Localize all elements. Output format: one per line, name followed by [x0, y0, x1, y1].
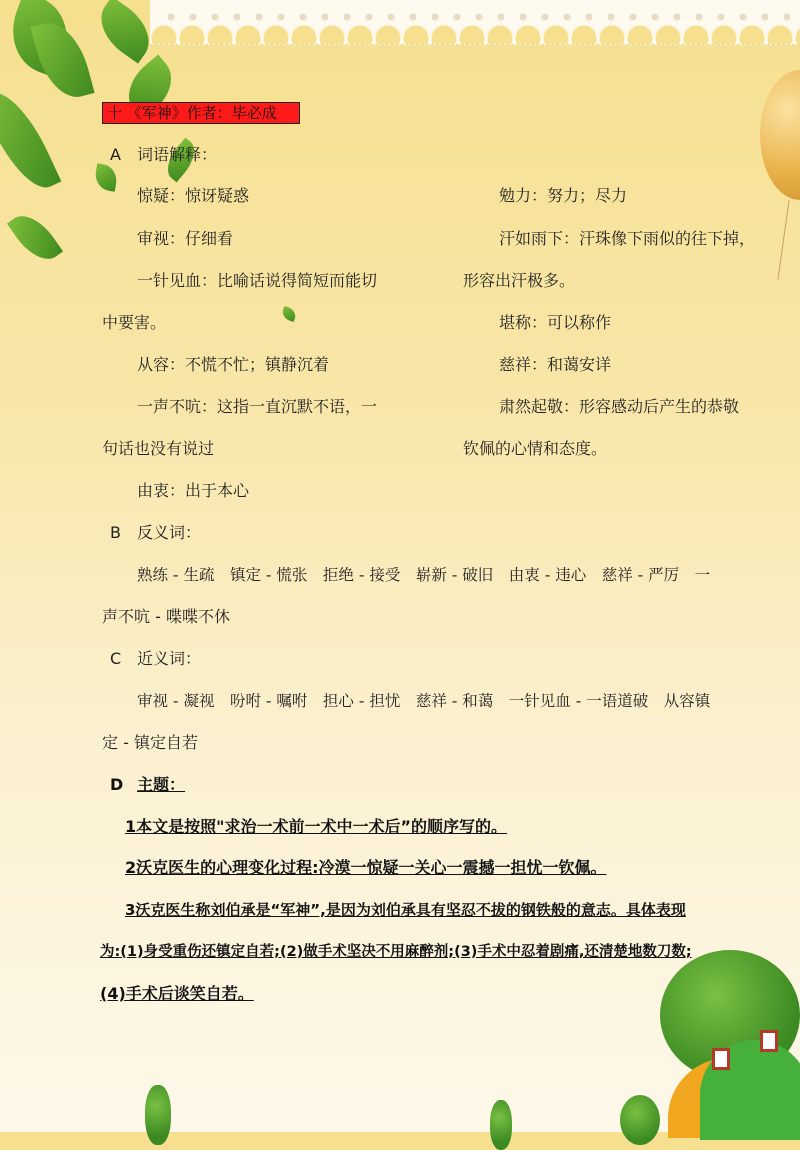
leaf-decoration [30, 16, 94, 105]
tree-decoration [145, 1085, 171, 1145]
leaf-decoration [0, 82, 61, 199]
theme-item-3-line-1: 3沃克医生称刘伯承是“军神”,是因为刘伯承具有坚忍不拔的钢铁般的意志。具体表现 [125, 901, 686, 919]
definition-right-6: 肃然起敬：形容感动后产生的恭敬 [499, 397, 740, 416]
section-b-marker: B [110, 523, 121, 542]
synonyms-line-1: 审视 - 凝视 吩咐 - 嘱咐 担心 - 担忧 慈祥 - 和蔼 一针见血 - 一语道破 从容镇 [137, 692, 711, 710]
definition-left-6: 一声不吭：这指一直沉默不语，一 [137, 397, 378, 416]
definition-left-1: 惊疑：惊讶疑惑 [137, 186, 250, 205]
balloon-string [777, 200, 789, 279]
leaf-decoration [280, 306, 297, 322]
leaf-decoration [93, 163, 119, 191]
window-decoration [760, 1030, 778, 1052]
tree-decoration [490, 1100, 512, 1150]
theme-item-1: 1本文是按照"求治一术前一术中一术后”的顺序写的。 [125, 817, 507, 836]
section-d-marker: D [110, 775, 124, 794]
lace-pattern [160, 10, 790, 24]
leaf-decoration [7, 206, 63, 268]
definition-left-2: 审视：仔细看 [137, 229, 234, 248]
definition-left-4: 中要害。 [102, 313, 167, 332]
balloon-decoration [760, 70, 800, 200]
synonyms-line-2: 定 - 镇定自若 [102, 733, 198, 752]
definition-right-3: 形容出汗极多。 [463, 271, 576, 290]
section-d-title: 主题： [137, 775, 186, 794]
theme-item-3-line-2: 为:(1)身受重伤还镇定自若;(2)做手术坚决不用麻醉剂;(3)手术中忍着剧痛,还清楚地数刀数; [100, 944, 692, 960]
definition-left-8: 由衷：出于本心 [137, 481, 250, 500]
antonyms-line-1: 熟练 - 生疏 镇定 - 慌张 拒绝 - 接受 崭新 - 破旧 由衷 - 违心 慈祥 - 严厉 一 [137, 566, 711, 584]
definition-right-2: 汗如雨下：汗珠像下雨似的往下掉， [499, 229, 756, 248]
section-c-marker: C [110, 649, 122, 668]
definition-right-7: 钦佩的心情和态度。 [463, 439, 608, 458]
theme-item-2: 2沃克医生的心理变化过程:冷漠一惊疑一关心一震撼一担忧一钦佩。 [125, 858, 607, 877]
antonyms-line-2: 声不吭 - 喋喋不休 [102, 607, 230, 626]
definition-left-5: 从容：不慌不忙；镇静沉着 [137, 355, 330, 374]
page-heading: 十 《军神》作者：毕必成 [102, 102, 300, 124]
tree-decoration [620, 1095, 660, 1145]
definition-left-3: 一针见血：比喻话说得简短而能切 [137, 271, 378, 290]
window-decoration [712, 1048, 730, 1070]
definition-right-1: 勉力：努力；尽力 [499, 186, 628, 205]
definition-right-4: 堪称：可以称作 [499, 313, 612, 332]
theme-item-3-line-3: (4)手术后谈笑自若。 [100, 984, 254, 1003]
section-a-marker: A [110, 145, 121, 164]
section-c-title: 近义词： [137, 649, 202, 668]
definition-left-7: 句话也没有说过 [102, 439, 215, 458]
definition-right-5: 慈祥：和蔼安详 [499, 355, 612, 374]
section-b-title: 反义词： [137, 523, 202, 542]
section-a-title: 词语解释： [137, 145, 218, 164]
